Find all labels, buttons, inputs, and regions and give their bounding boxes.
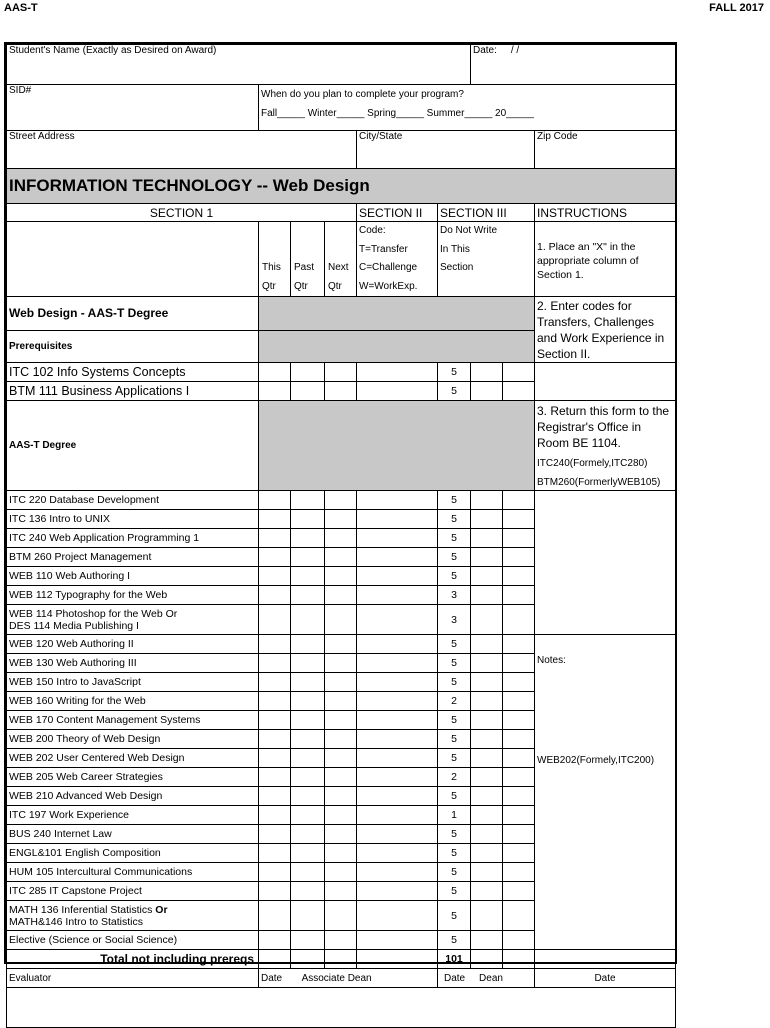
mark-cell[interactable] bbox=[259, 749, 291, 768]
mark-cell[interactable] bbox=[291, 382, 325, 401]
aast-degree-heading: AAS-T Degree bbox=[7, 401, 259, 491]
section-2-heading: SECTION II bbox=[357, 204, 438, 222]
mark-cell[interactable] bbox=[357, 567, 438, 586]
gray-bar bbox=[259, 297, 535, 331]
credits: 5 bbox=[438, 787, 471, 806]
code-legend: Code: T=Transfer C=Challenge W=WorkExp. bbox=[357, 222, 438, 297]
course-name: WEB 130 Web Authoring III bbox=[7, 654, 259, 673]
mark-cell[interactable] bbox=[357, 654, 438, 673]
mark-cell[interactable] bbox=[291, 654, 325, 673]
form-code: AAS-T bbox=[4, 2, 38, 14]
cell bbox=[503, 749, 535, 768]
cell bbox=[471, 806, 503, 825]
cell bbox=[503, 711, 535, 730]
cell bbox=[471, 931, 503, 950]
course-name: WEB 160 Writing for the Web bbox=[7, 692, 259, 711]
credits: 5 bbox=[438, 654, 471, 673]
mark-cell[interactable] bbox=[325, 529, 357, 548]
cell bbox=[503, 844, 535, 863]
cell bbox=[471, 901, 503, 931]
mark-cell[interactable] bbox=[291, 787, 325, 806]
credits: 5 bbox=[438, 749, 471, 768]
credits: 5 bbox=[438, 673, 471, 692]
course-name: WEB 120 Web Authoring II bbox=[7, 635, 259, 654]
cell bbox=[471, 567, 503, 586]
mark-cell[interactable] bbox=[325, 673, 357, 692]
mark-cell[interactable] bbox=[357, 363, 438, 382]
course-name: WEB 202 User Centered Web Design bbox=[7, 749, 259, 768]
zip-code-field[interactable]: Zip Code bbox=[535, 131, 676, 169]
course-name: Elective (Science or Social Science) bbox=[7, 931, 259, 950]
instructions-heading: INSTRUCTIONS bbox=[535, 204, 676, 222]
mark-cell[interactable] bbox=[325, 711, 357, 730]
mark-cell[interactable] bbox=[291, 586, 325, 605]
mark-cell[interactable] bbox=[357, 825, 438, 844]
mark-cell[interactable] bbox=[259, 730, 291, 749]
mark-cell[interactable] bbox=[325, 548, 357, 567]
cell bbox=[471, 548, 503, 567]
credits: 5 bbox=[438, 901, 471, 931]
mark-cell[interactable] bbox=[325, 844, 357, 863]
mark-cell[interactable] bbox=[291, 882, 325, 901]
instruction-1: 1. Place an "X" in the appropriate column of Section 1. bbox=[535, 222, 676, 297]
mark-cell[interactable] bbox=[291, 749, 325, 768]
mark-cell[interactable] bbox=[325, 382, 357, 401]
gray-bar bbox=[259, 401, 535, 491]
mark-cell[interactable] bbox=[291, 863, 325, 882]
student-name-field[interactable]: Student's Name (Exactly as Desired on Award) bbox=[7, 45, 471, 85]
cell bbox=[291, 950, 325, 969]
cell bbox=[503, 787, 535, 806]
mark-cell[interactable] bbox=[357, 901, 438, 931]
mark-cell[interactable] bbox=[259, 363, 291, 382]
mark-cell[interactable] bbox=[291, 567, 325, 586]
course-name: BTM 111 Business Applications I bbox=[7, 382, 259, 401]
mark-cell[interactable] bbox=[325, 882, 357, 901]
mark-cell[interactable] bbox=[291, 844, 325, 863]
mark-cell[interactable] bbox=[291, 825, 325, 844]
mark-cell[interactable] bbox=[325, 491, 357, 510]
cell bbox=[503, 730, 535, 749]
cell bbox=[471, 863, 503, 882]
date-field[interactable]: Date: / / bbox=[471, 45, 676, 85]
cell bbox=[503, 567, 535, 586]
mark-cell[interactable] bbox=[291, 806, 325, 825]
cell bbox=[503, 586, 535, 605]
cell bbox=[503, 692, 535, 711]
notes-section[interactable] bbox=[535, 635, 676, 950]
mark-cell[interactable] bbox=[259, 548, 291, 567]
credits: 1 bbox=[438, 806, 471, 825]
course-name: ITC 102 Info Systems Concepts bbox=[7, 363, 259, 382]
cell bbox=[503, 605, 535, 635]
cell bbox=[503, 863, 535, 882]
degree-heading: Web Design - AAS-T Degree bbox=[7, 297, 259, 331]
mark-cell[interactable] bbox=[325, 586, 357, 605]
mark-cell[interactable] bbox=[291, 673, 325, 692]
course-name: HUM 105 Intercultural Communications bbox=[7, 863, 259, 882]
mark-cell[interactable] bbox=[259, 882, 291, 901]
cell bbox=[503, 768, 535, 787]
mark-cell[interactable] bbox=[357, 635, 438, 654]
credits: 5 bbox=[438, 931, 471, 950]
cell bbox=[471, 510, 503, 529]
mark-cell[interactable] bbox=[291, 510, 325, 529]
cell bbox=[471, 730, 503, 749]
mark-cell[interactable] bbox=[357, 768, 438, 787]
dean-labels: Date Dean bbox=[438, 969, 535, 988]
program-title: INFORMATION TECHNOLOGY -- Web Design bbox=[7, 169, 676, 204]
mark-cell[interactable] bbox=[357, 491, 438, 510]
mark-cell[interactable] bbox=[259, 605, 291, 635]
course-name: ITC 136 Intro to UNIX bbox=[7, 510, 259, 529]
mark-cell[interactable] bbox=[357, 711, 438, 730]
mark-cell[interactable] bbox=[259, 901, 291, 931]
gray-bar bbox=[259, 330, 535, 362]
cell bbox=[503, 825, 535, 844]
credits: 5 bbox=[438, 491, 471, 510]
mark-cell[interactable] bbox=[259, 768, 291, 787]
course-name: ITC 220 Database Development bbox=[7, 491, 259, 510]
next-qtr-header: Next Qtr bbox=[325, 222, 357, 297]
credits: 5 bbox=[438, 567, 471, 586]
mark-cell[interactable] bbox=[325, 654, 357, 673]
cell bbox=[471, 529, 503, 548]
prerequisites-heading: Prerequisites bbox=[7, 330, 259, 362]
credits: 3 bbox=[438, 605, 471, 635]
credits: 5 bbox=[438, 510, 471, 529]
instruction-2: 2. Enter codes for Transfers, Challenges and Work Experience in Section II. bbox=[535, 297, 676, 363]
credits: 3 bbox=[438, 586, 471, 605]
mark-cell[interactable] bbox=[291, 711, 325, 730]
mark-cell[interactable] bbox=[325, 749, 357, 768]
cell bbox=[503, 950, 535, 969]
cell bbox=[471, 768, 503, 787]
cell bbox=[503, 673, 535, 692]
mark-cell[interactable] bbox=[259, 711, 291, 730]
cell bbox=[471, 673, 503, 692]
mark-cell[interactable] bbox=[291, 931, 325, 950]
mark-cell[interactable] bbox=[259, 692, 291, 711]
mark-cell[interactable] bbox=[325, 825, 357, 844]
mark-cell[interactable] bbox=[357, 931, 438, 950]
mark-cell[interactable] bbox=[291, 363, 325, 382]
cell bbox=[471, 654, 503, 673]
instruction-3: 3. Return this form to the Registrar's Office in Room BE 1104. bbox=[537, 404, 670, 450]
cell bbox=[471, 844, 503, 863]
cell bbox=[325, 950, 357, 969]
course-name: WEB 150 Intro to JavaScript bbox=[7, 673, 259, 692]
section-3-heading: SECTION III bbox=[438, 204, 535, 222]
mark-cell[interactable] bbox=[259, 931, 291, 950]
course-name: ITC 285 IT Capstone Project bbox=[7, 882, 259, 901]
mark-cell[interactable] bbox=[357, 730, 438, 749]
cell bbox=[503, 806, 535, 825]
cell bbox=[503, 931, 535, 950]
cell bbox=[471, 692, 503, 711]
mark-cell[interactable] bbox=[259, 825, 291, 844]
mark-cell[interactable] bbox=[259, 654, 291, 673]
section-1-heading: SECTION 1 bbox=[7, 204, 357, 222]
total-label: Total not including prereqs bbox=[7, 950, 259, 969]
mark-cell[interactable] bbox=[259, 529, 291, 548]
cell bbox=[471, 711, 503, 730]
mark-cell[interactable] bbox=[291, 692, 325, 711]
cell bbox=[503, 382, 535, 401]
credits: 5 bbox=[438, 529, 471, 548]
completion-terms: Fall_____ Winter_____ Spring_____ Summer_____ 20_____ bbox=[261, 108, 534, 119]
mark-cell[interactable] bbox=[325, 635, 357, 654]
mark-cell[interactable] bbox=[325, 692, 357, 711]
cell bbox=[471, 605, 503, 635]
credits: 5 bbox=[438, 730, 471, 749]
mark-cell[interactable] bbox=[259, 586, 291, 605]
credits: 5 bbox=[438, 635, 471, 654]
cell bbox=[357, 950, 438, 969]
course-column-header bbox=[7, 222, 259, 297]
mark-cell[interactable] bbox=[325, 863, 357, 882]
credits: 5 bbox=[438, 363, 471, 382]
credits: 5 bbox=[438, 548, 471, 567]
mark-cell[interactable] bbox=[259, 382, 291, 401]
cell bbox=[471, 787, 503, 806]
cell bbox=[471, 635, 503, 654]
credits: 5 bbox=[438, 382, 471, 401]
mark-cell[interactable] bbox=[259, 673, 291, 692]
course-name: MATH 136 Inferential Statistics Or MATH&146 Intro to Statistics bbox=[7, 901, 259, 931]
mark-cell[interactable] bbox=[259, 510, 291, 529]
mark-cell[interactable] bbox=[259, 806, 291, 825]
mark-cell[interactable] bbox=[357, 605, 438, 635]
mark-cell[interactable] bbox=[357, 749, 438, 768]
credits: 2 bbox=[438, 692, 471, 711]
note-web202: WEB202(Formely,ITC200) bbox=[537, 755, 655, 766]
mark-cell[interactable] bbox=[357, 586, 438, 605]
course-name: WEB 205 Web Career Strategies bbox=[7, 768, 259, 787]
associate-dean-labels: Date Associate Dean bbox=[259, 969, 438, 988]
mark-cell[interactable] bbox=[325, 605, 357, 635]
mark-cell[interactable] bbox=[357, 510, 438, 529]
cell bbox=[503, 635, 535, 654]
cell bbox=[503, 882, 535, 901]
mark-cell[interactable] bbox=[357, 844, 438, 863]
mark-cell[interactable] bbox=[259, 491, 291, 510]
notes-label: Notes: bbox=[537, 655, 566, 666]
course-name: WEB 114 Photoshop for the Web Or DES 114 Media Publishing I bbox=[7, 605, 259, 635]
cell bbox=[503, 529, 535, 548]
street-address-field[interactable]: Street Address bbox=[7, 131, 357, 169]
cell bbox=[259, 950, 291, 969]
mark-cell[interactable] bbox=[325, 510, 357, 529]
cell bbox=[471, 382, 503, 401]
dean-date-label: Date bbox=[535, 969, 676, 988]
cell bbox=[503, 363, 535, 382]
note-itc240: ITC240(Formely,ITC280) bbox=[537, 458, 648, 469]
course-name: WEB 112 Typography for the Web bbox=[7, 586, 259, 605]
mark-cell[interactable] bbox=[325, 730, 357, 749]
note-btm260: BTM260(FormerlyWEB105) bbox=[537, 477, 661, 488]
mark-cell[interactable] bbox=[357, 692, 438, 711]
mark-cell[interactable] bbox=[259, 844, 291, 863]
credits: 5 bbox=[438, 711, 471, 730]
sid-field[interactable]: SID# bbox=[7, 85, 259, 131]
cell bbox=[503, 654, 535, 673]
signature-area[interactable] bbox=[7, 988, 676, 1028]
course-name: WEB 110 Web Authoring I bbox=[7, 567, 259, 586]
mark-cell[interactable] bbox=[357, 806, 438, 825]
mark-cell[interactable] bbox=[357, 382, 438, 401]
mark-cell[interactable] bbox=[291, 529, 325, 548]
cell bbox=[471, 586, 503, 605]
course-name: BTM 260 Project Management bbox=[7, 548, 259, 567]
mark-cell[interactable] bbox=[325, 931, 357, 950]
mark-cell[interactable] bbox=[357, 787, 438, 806]
credits: 5 bbox=[438, 825, 471, 844]
do-not-write-header: Do Not Write In This Section bbox=[438, 222, 535, 297]
completion-question: When do you plan to complete your program? bbox=[261, 89, 464, 100]
credits: 5 bbox=[438, 844, 471, 863]
mark-cell[interactable] bbox=[325, 567, 357, 586]
mark-cell[interactable] bbox=[259, 567, 291, 586]
mark-cell[interactable] bbox=[291, 605, 325, 635]
cell bbox=[503, 510, 535, 529]
course-name: ITC 197 Work Experience bbox=[7, 806, 259, 825]
mark-cell[interactable] bbox=[325, 768, 357, 787]
course-name: WEB 210 Advanced Web Design bbox=[7, 787, 259, 806]
mark-cell[interactable] bbox=[291, 548, 325, 567]
cell bbox=[471, 882, 503, 901]
mark-cell[interactable] bbox=[259, 635, 291, 654]
credits: 5 bbox=[438, 863, 471, 882]
mark-cell[interactable] bbox=[291, 901, 325, 931]
degree-form bbox=[6, 44, 676, 1028]
credits: 5 bbox=[438, 882, 471, 901]
mark-cell[interactable] bbox=[325, 787, 357, 806]
mark-cell[interactable] bbox=[357, 673, 438, 692]
term-label: FALL 2017 bbox=[709, 2, 764, 14]
mark-cell[interactable] bbox=[325, 363, 357, 382]
mark-cell[interactable] bbox=[259, 863, 291, 882]
past-qtr-header: Past Qtr bbox=[291, 222, 325, 297]
course-name: ITC 240 Web Application Programming 1 bbox=[7, 529, 259, 548]
cell bbox=[471, 749, 503, 768]
cell bbox=[471, 491, 503, 510]
cell bbox=[503, 901, 535, 931]
cell bbox=[471, 950, 503, 969]
course-name: BUS 240 Internet Law bbox=[7, 825, 259, 844]
mark-cell[interactable] bbox=[357, 882, 438, 901]
cell bbox=[471, 363, 503, 382]
credits: 2 bbox=[438, 768, 471, 787]
mark-cell[interactable] bbox=[325, 806, 357, 825]
cell bbox=[535, 950, 676, 969]
mark-cell[interactable] bbox=[357, 863, 438, 882]
mark-cell[interactable] bbox=[259, 787, 291, 806]
mark-cell[interactable] bbox=[357, 529, 438, 548]
cell bbox=[503, 491, 535, 510]
mark-cell[interactable] bbox=[291, 635, 325, 654]
mark-cell[interactable] bbox=[357, 548, 438, 567]
completion-plan-field[interactable] bbox=[259, 85, 676, 131]
cell bbox=[471, 825, 503, 844]
instructions-block bbox=[535, 401, 676, 491]
total-value: 101 bbox=[438, 950, 471, 969]
cell bbox=[503, 548, 535, 567]
mark-cell[interactable] bbox=[291, 730, 325, 749]
course-name: WEB 200 Theory of Web Design bbox=[7, 730, 259, 749]
course-name: ENGL&101 English Composition bbox=[7, 844, 259, 863]
this-qtr-header: This Qtr bbox=[259, 222, 291, 297]
mark-cell[interactable] bbox=[291, 491, 325, 510]
mark-cell[interactable] bbox=[291, 768, 325, 787]
city-state-field[interactable]: City/State bbox=[357, 131, 535, 169]
course-name: WEB 170 Content Management Systems bbox=[7, 711, 259, 730]
evaluator-label: Evaluator bbox=[7, 969, 259, 988]
mark-cell[interactable] bbox=[325, 901, 357, 931]
